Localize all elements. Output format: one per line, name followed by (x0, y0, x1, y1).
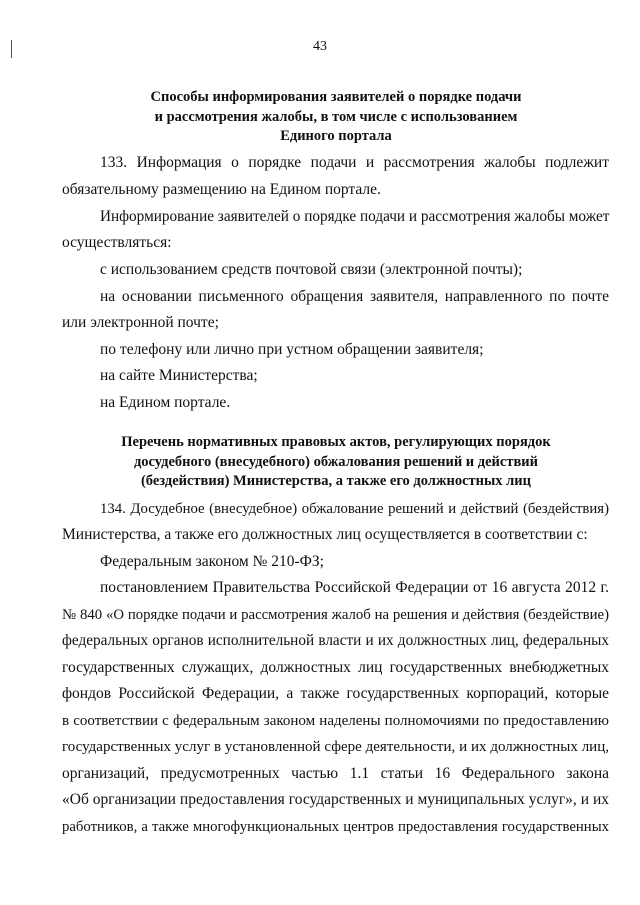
heading-line: Перечень нормативных правовых актов, регулирующих порядок (121, 434, 551, 450)
paragraph-line: на Едином портале. (100, 394, 231, 411)
paragraph-line: № 840 «О порядке подачи и рассмотрения жалоб на решения и действия (бездействие) (62, 607, 609, 623)
paragraph-line: обязательному размещению на Едином портале. (62, 181, 381, 198)
paragraph-line: организаций, предусмотренных частью 1.1 статьи 16 Федерального закона (62, 765, 609, 782)
paragraph-line: государственных служащих, должностных лиц государственных внебюджетных (62, 659, 609, 676)
page-number: 43 (313, 39, 327, 54)
paragraph-line: «Об организации предоставления государственных и муниципальных услуг», и их (62, 791, 609, 808)
heading-line: Способы информирования заявителей о порядке подачи (150, 89, 522, 105)
paragraph-line: на сайте Министерства; (100, 367, 258, 384)
paragraph-line: на основании письменного обращения заявителя, направленного по почте (100, 288, 609, 305)
paragraph-line: фондов Российской Федерации, а также государственных корпораций, которые (62, 685, 609, 702)
paragraph-line: с использованием средств почтовой связи (электронной почты); (100, 261, 523, 278)
paragraph-line: в соответствии с федеральным законом наделены полномочиями по предоставлению (62, 713, 609, 729)
paragraph-line: 133. Информация о порядке подачи и рассмотрения жалобы подлежит (100, 154, 609, 171)
heading-line: Единого портала (280, 128, 392, 144)
paragraph-line: Федеральным законом № 210-ФЗ; (100, 553, 324, 570)
paragraph-line: Министерства, а также его должностных лиц осуществляется в соответствии с: (62, 526, 588, 543)
paragraph-line: или электронной почте; (62, 314, 219, 331)
heading-line: досудебного (внесудебного) обжалования решений и действий (133, 453, 539, 470)
paragraph-line: по телефону или лично при устном обращении заявителя; (100, 341, 484, 358)
paragraph-line: работников, а также многофункциональных центров предоставления государственных (62, 819, 609, 835)
section-heading-informing (62, 88, 610, 147)
paragraph-line: постановлением Правительства Российской Федерации от 16 августа 2012 г. (100, 579, 609, 596)
paragraph-line: 134. Досудебное (внесудебное) обжалование решений и действий (бездействия) (100, 501, 609, 517)
paragraph-line: осуществляться: (62, 234, 172, 251)
paragraph-line: федеральных органов исполнительной власти и их должностных лиц, федеральных (62, 632, 609, 649)
heading-line: (бездействия) Министерства, а также его должностных лиц (140, 473, 532, 489)
section-heading-legal-acts (62, 433, 610, 492)
paragraph-line: Информирование заявителей о порядке подачи и рассмотрения жалобы может (100, 208, 610, 225)
heading-line: и рассмотрения жалобы, в том числе с использованием (154, 108, 518, 125)
paragraph-line: государственных услуг в установленной сфере деятельности, и их должностных лиц, (62, 739, 609, 755)
